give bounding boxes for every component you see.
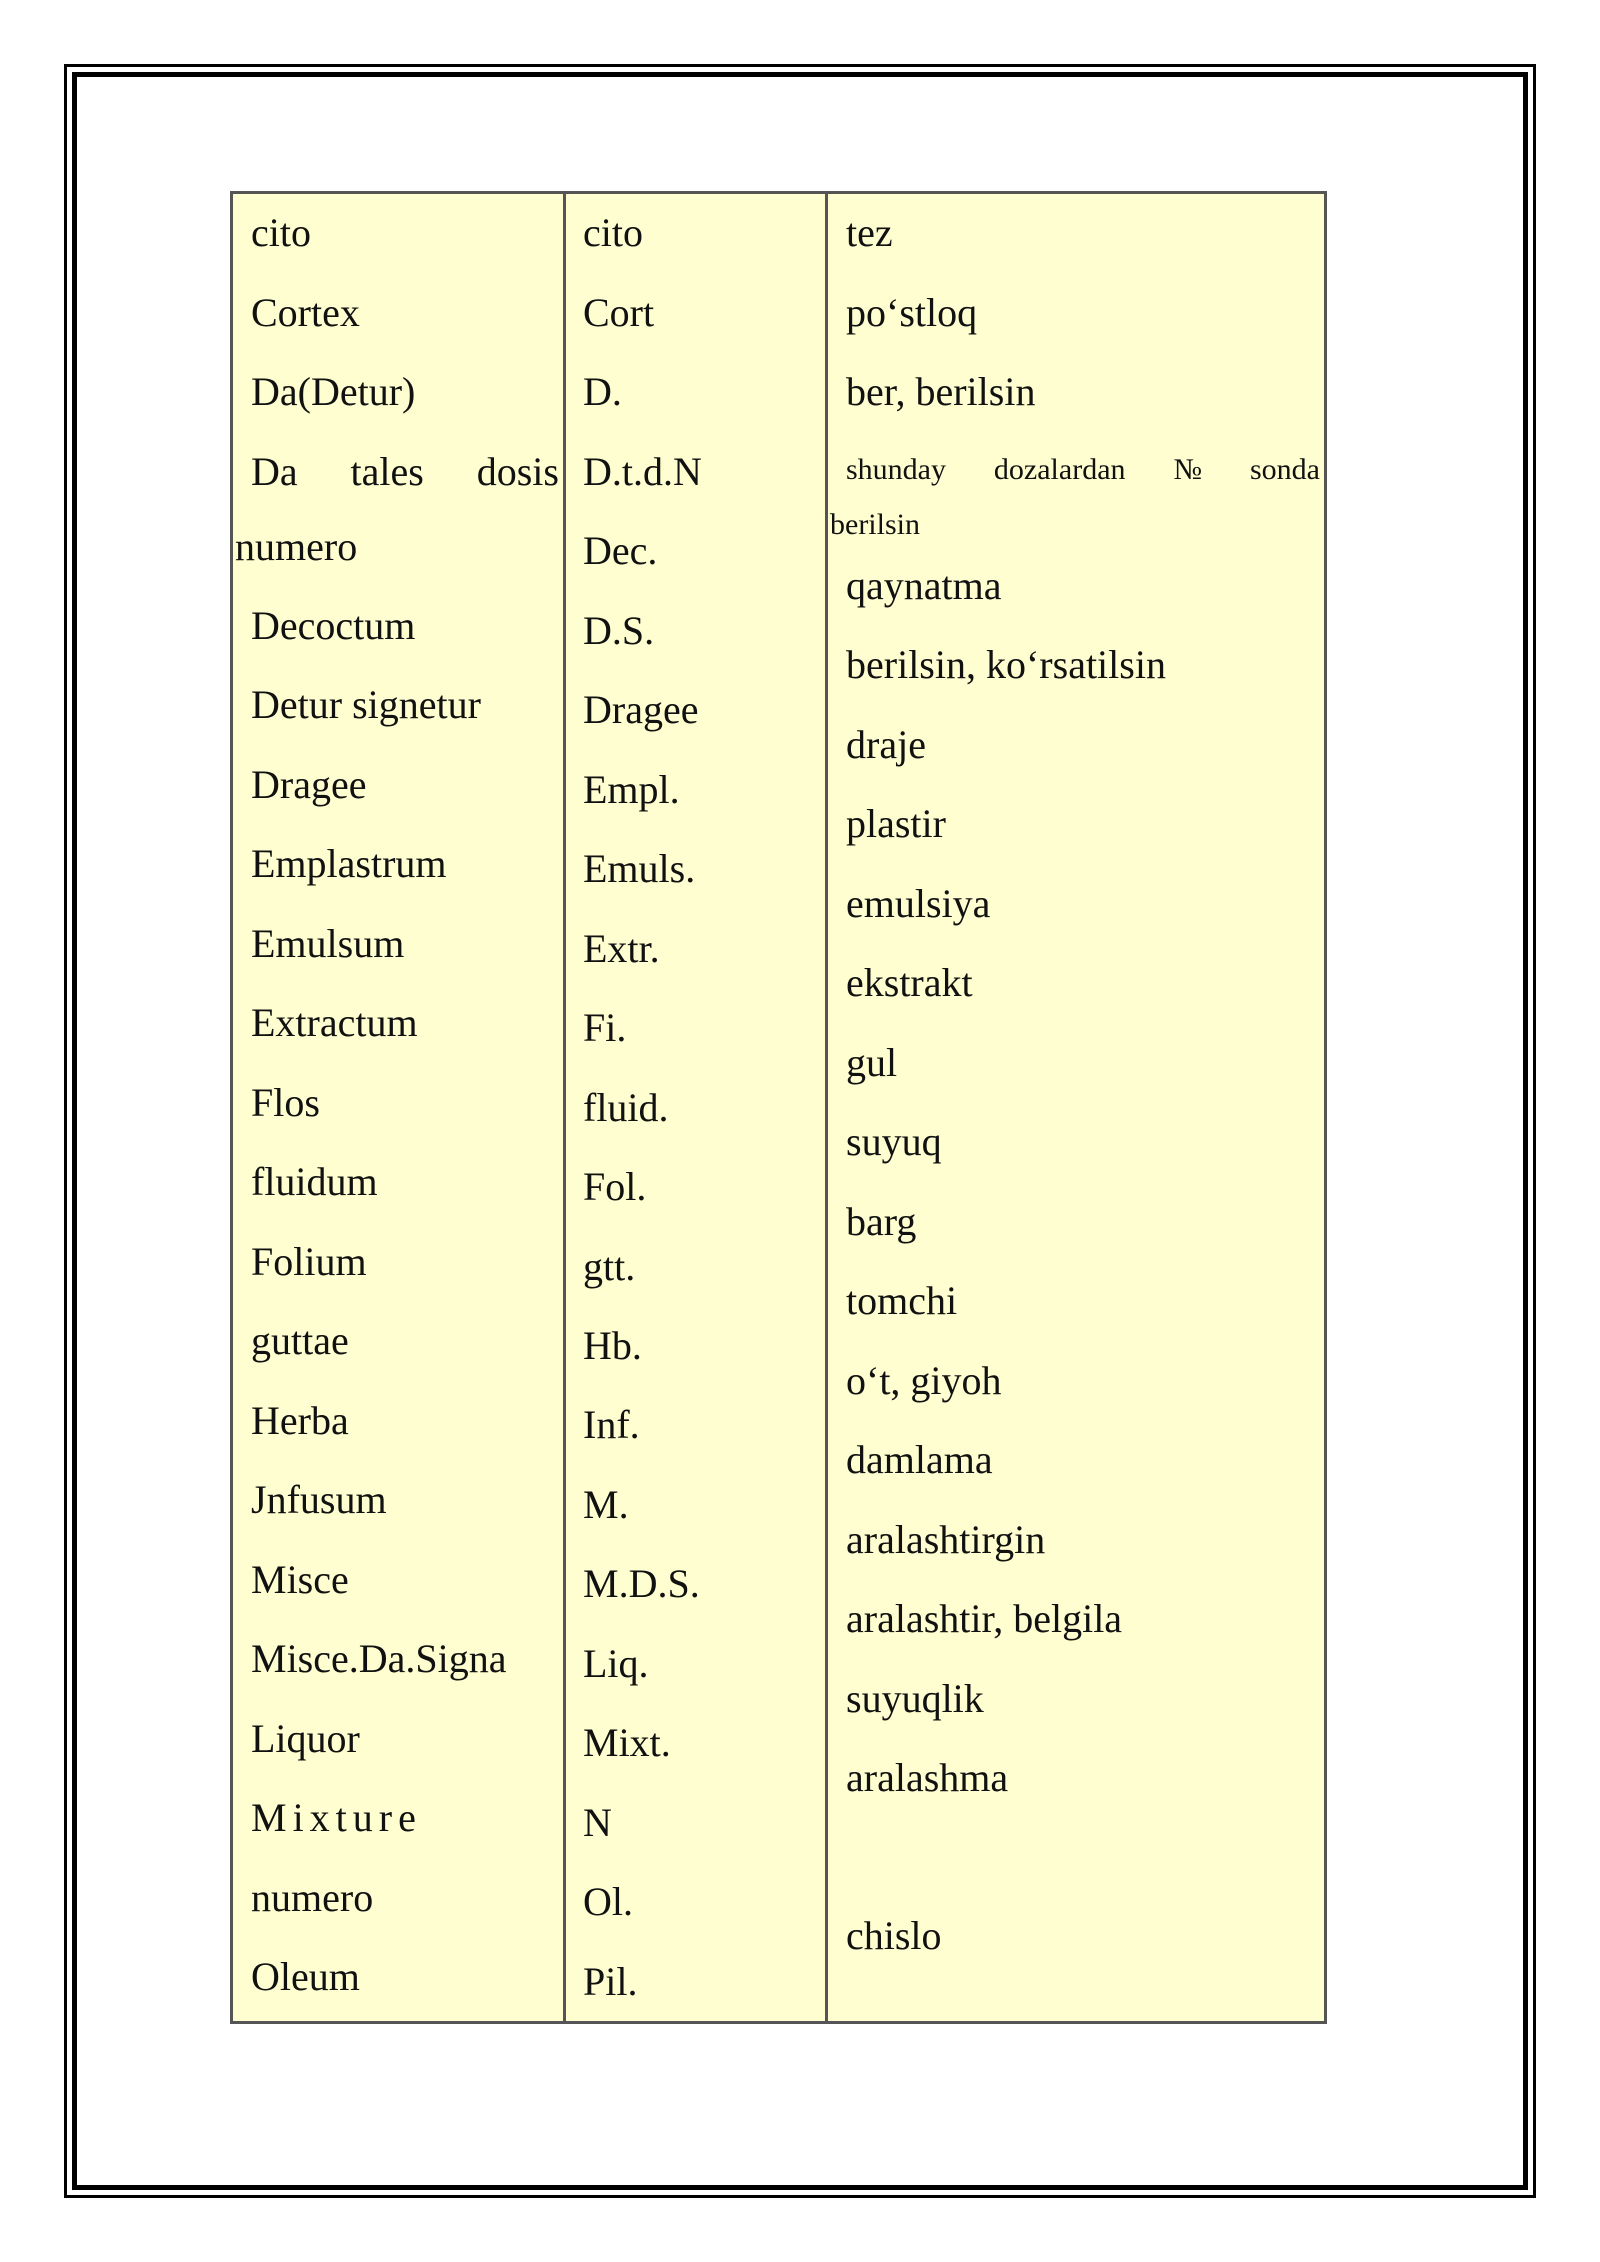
latin-term: Dragee [251, 762, 367, 807]
uzbek-word: № [1173, 453, 1203, 486]
uzbek-meaning: ber, berilsin [846, 369, 1036, 414]
uzbek-word: dozalardan [993, 453, 1126, 486]
latin-term-word: dosis [476, 449, 559, 494]
uzbek-meaning: damlama [846, 1437, 993, 1482]
abbreviation: Hb. [583, 1323, 642, 1368]
latin-term-wrapped [233, 448, 563, 571]
latin-term: Folium [251, 1239, 367, 1284]
uzbek-meaning: aralashtirgin [846, 1517, 1046, 1562]
latin-term: Flos [251, 1080, 320, 1125]
latin-term: Da(Detur) [251, 369, 416, 414]
uzbek-meaning: aralashma [846, 1755, 1009, 1800]
latin-term-word: numero [235, 524, 358, 569]
abbreviation-table [230, 191, 1327, 2024]
abbreviation: Dec. [583, 528, 658, 573]
latin-term: cito [251, 210, 311, 255]
abbreviation: Emuls. [583, 846, 696, 891]
uzbek-meaning: o‘t, giyoh [846, 1358, 1002, 1403]
uzbek-word: berilsin [830, 508, 920, 541]
uzbek-meaning: chislo [846, 1913, 942, 1958]
abbreviation: Pil. [583, 1959, 638, 2004]
abbreviation-column [563, 194, 828, 2021]
abbreviation: D.t.d.N [583, 449, 702, 494]
abbreviation: Fol. [583, 1164, 647, 1209]
uzbek-meaning: qaynatma [846, 563, 1002, 608]
latin-term: Emulsum [251, 921, 405, 966]
uzbek-column [825, 194, 1324, 2021]
abbreviation: fluid. [583, 1085, 669, 1130]
uzbek-meaning: gul [846, 1040, 898, 1085]
abbreviation: Inf. [583, 1402, 640, 1447]
abbreviation: Extr. [583, 926, 660, 971]
uzbek-meaning: emulsiya [846, 881, 991, 926]
abbreviation: Empl. [583, 767, 680, 812]
latin-term: Herba [251, 1398, 349, 1443]
abbreviation: M. [583, 1482, 629, 1527]
abbreviation: cito [583, 210, 643, 255]
abbreviation: gtt. [583, 1244, 636, 1289]
uzbek-meaning: po‘stloq [846, 290, 978, 335]
abbreviation: Fi. [583, 1005, 627, 1050]
latin-term: Liquor [251, 1716, 360, 1761]
latin-term: Cortex [251, 290, 360, 335]
latin-term: fluidum [251, 1159, 378, 1204]
abbreviation: Ol. [583, 1879, 633, 1924]
abbreviation: Dragee [583, 687, 699, 732]
latin-term: Decoctum [251, 603, 416, 648]
latin-term: Emplastrum [251, 841, 447, 886]
uzbek-meaning: tomchi [846, 1278, 958, 1323]
latin-term-word: Da [251, 449, 298, 494]
uzbek-meaning: berilsin, ko‘rsatilsin [846, 642, 1166, 687]
uzbek-meaning: suyuqlik [846, 1676, 984, 1721]
uzbek-meaning-wrapped [828, 452, 1324, 543]
uzbek-meaning: aralashtir, belgila [846, 1596, 1123, 1641]
abbreviation: N [583, 1800, 612, 1845]
abbreviation: D.S. [583, 608, 655, 653]
latin-term: Oleum [251, 1954, 360, 1999]
uzbek-meaning: ekstrakt [846, 960, 973, 1005]
latin-term: Extractum [251, 1000, 418, 1045]
latin-column [233, 194, 563, 2021]
latin-term: Jnfusum [251, 1477, 387, 1522]
latin-term: Misce.Da.Signa [251, 1636, 507, 1681]
uzbek-meaning: tez [846, 210, 893, 255]
uzbek-word: shunday [846, 453, 946, 486]
latin-term-word: tales [350, 449, 424, 494]
latin-term: Detur signetur [251, 682, 481, 727]
uzbek-meaning: draje [846, 722, 926, 767]
latin-term: numero [251, 1875, 374, 1920]
uzbek-meaning: barg [846, 1199, 917, 1244]
abbreviation: Cort [583, 290, 655, 335]
uzbek-word: sonda [1249, 453, 1320, 486]
latin-term: guttae [251, 1318, 349, 1363]
abbreviation: D. [583, 369, 622, 414]
latin-term: Mixture [251, 1795, 422, 1840]
abbreviation: M.D.S. [583, 1561, 700, 1606]
uzbek-meaning: suyuq [846, 1119, 942, 1164]
abbreviation: Liq. [583, 1641, 649, 1686]
uzbek-meaning: plastir [846, 801, 946, 846]
abbreviation: Mixt. [583, 1720, 671, 1765]
latin-term: Misce [251, 1557, 349, 1602]
